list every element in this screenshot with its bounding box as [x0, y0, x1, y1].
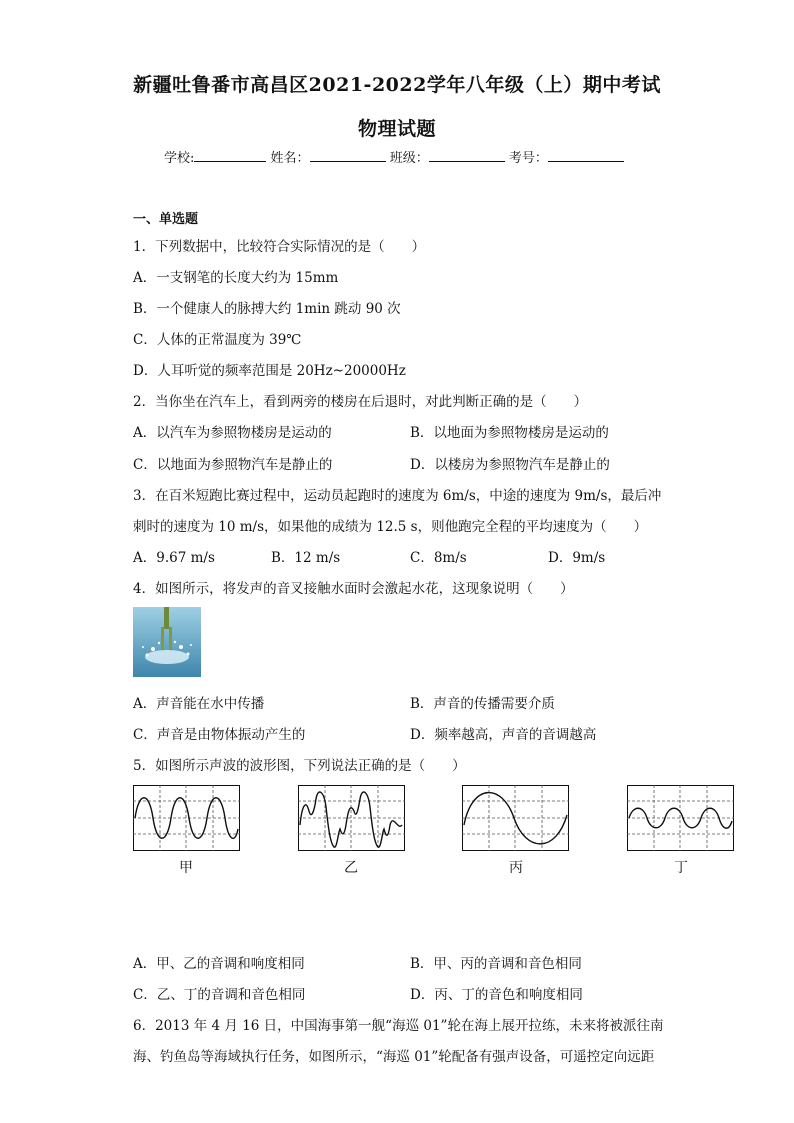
- q2-option-a[interactable]: A．以汽车为参照物楼房是运动的: [133, 425, 332, 441]
- school-blank[interactable]: [194, 149, 266, 162]
- q1-option-c[interactable]: C．人体的正常温度为 39℃: [133, 332, 302, 348]
- waveform-label-jia: 甲: [179, 860, 193, 876]
- q6-stem-line2: 海、钓鱼岛等海域执行任务，如图所示，“海巡 01”轮配备有强声设备，可遥控定向远距: [133, 1049, 655, 1065]
- name-blank[interactable]: [310, 149, 386, 162]
- waveform-label-bing: 丙: [509, 860, 523, 876]
- q5-option-b[interactable]: B．甲、丙的音调和音色相同: [410, 956, 582, 972]
- q5-option-a[interactable]: A．甲、乙的音调和响度相同: [133, 956, 305, 972]
- waveform-ding: [627, 785, 734, 851]
- q4-option-d[interactable]: D．频率越高，声音的音调越高: [410, 727, 597, 743]
- id-blank[interactable]: [548, 149, 624, 162]
- class-blank[interactable]: [429, 149, 505, 162]
- q5-option-c[interactable]: C．乙、丁的音调和音色相同: [133, 987, 306, 1003]
- name-label: 姓名：: [270, 151, 310, 166]
- q2-stem: 2．当你坐在汽车上，看到两旁的楼房在后退时，对此判断正确的是（ ）: [133, 394, 588, 410]
- q5-option-d[interactable]: D．丙、丁的音色和响度相同: [410, 987, 583, 1003]
- q5-stem: 5．如图所示声波的波形图，下列说法正确的是（ ）: [133, 758, 466, 774]
- q2-option-d[interactable]: D．以楼房为参照物汽车是静止的: [410, 457, 610, 473]
- waveform-bing: [462, 785, 569, 851]
- class-label: 班级：: [389, 151, 429, 166]
- q3-option-c[interactable]: C．8m/s: [410, 550, 467, 566]
- q4-option-c[interactable]: C．声音是由物体振动产生的: [133, 727, 306, 743]
- waveform-label-yi: 乙: [344, 860, 358, 876]
- waveform-yi: [298, 785, 405, 851]
- school-label: 学校:: [164, 151, 195, 166]
- page-title: 新疆吐鲁番市高昌区2021-2022学年八年级（上）期中考试: [133, 74, 661, 96]
- waveform-jia: [133, 785, 240, 851]
- id-label: 考号：: [508, 151, 548, 166]
- page-subtitle: 物理试题: [357, 118, 436, 140]
- section-heading: 一、单选题: [133, 212, 199, 227]
- q4-option-b[interactable]: B．声音的传播需要介质: [410, 696, 555, 712]
- q2-option-b[interactable]: B．以地面为参照物楼房是运动的: [410, 425, 609, 441]
- q4-stem: 4．如图所示，将发声的音叉接触水面时会激起水花，这现象说明（ ）: [133, 581, 574, 597]
- q3-stem-line1: 3．在百米短跑比赛过程中，运动员起跑时的速度为 6m/s，中途的速度为 9m/s，最后冲: [133, 488, 662, 504]
- q3-stem-line2: 刺时的速度为 10 m/s，如果他的成绩为 12.5 s，则他跑完全程的平均速度为（ ）: [133, 519, 648, 535]
- q1-option-a[interactable]: A．一支钢笔的长度大约为 15mm: [133, 270, 339, 286]
- q3-option-b[interactable]: B．12 m/s: [271, 550, 341, 566]
- student-info-line: [164, 147, 624, 166]
- q4-option-a[interactable]: A．声音能在水中传播: [133, 696, 265, 712]
- q3-option-a[interactable]: A．9.67 m/s: [133, 550, 215, 566]
- q1-option-d[interactable]: D．人耳听觉的频率范围是 20Hz~20000Hz: [133, 363, 406, 379]
- q1-stem: 1．下列数据中，比较符合实际情况的是（ ）: [133, 239, 426, 255]
- tuning-fork-water-photo: [133, 607, 201, 677]
- q1-option-b[interactable]: B．一个健康人的脉搏大约 1min 跳动 90 次: [133, 301, 401, 317]
- waveform-label-ding: 丁: [674, 860, 688, 876]
- q3-option-d[interactable]: D．9m/s: [548, 550, 606, 566]
- q2-option-c[interactable]: C．以地面为参照物汽车是静止的: [133, 457, 333, 473]
- q6-stem-line1: 6．2013 年 4 月 16 日，中国海事第一舰“海巡 01”轮在海上展开拉练，未来将被派往南: [133, 1018, 664, 1034]
